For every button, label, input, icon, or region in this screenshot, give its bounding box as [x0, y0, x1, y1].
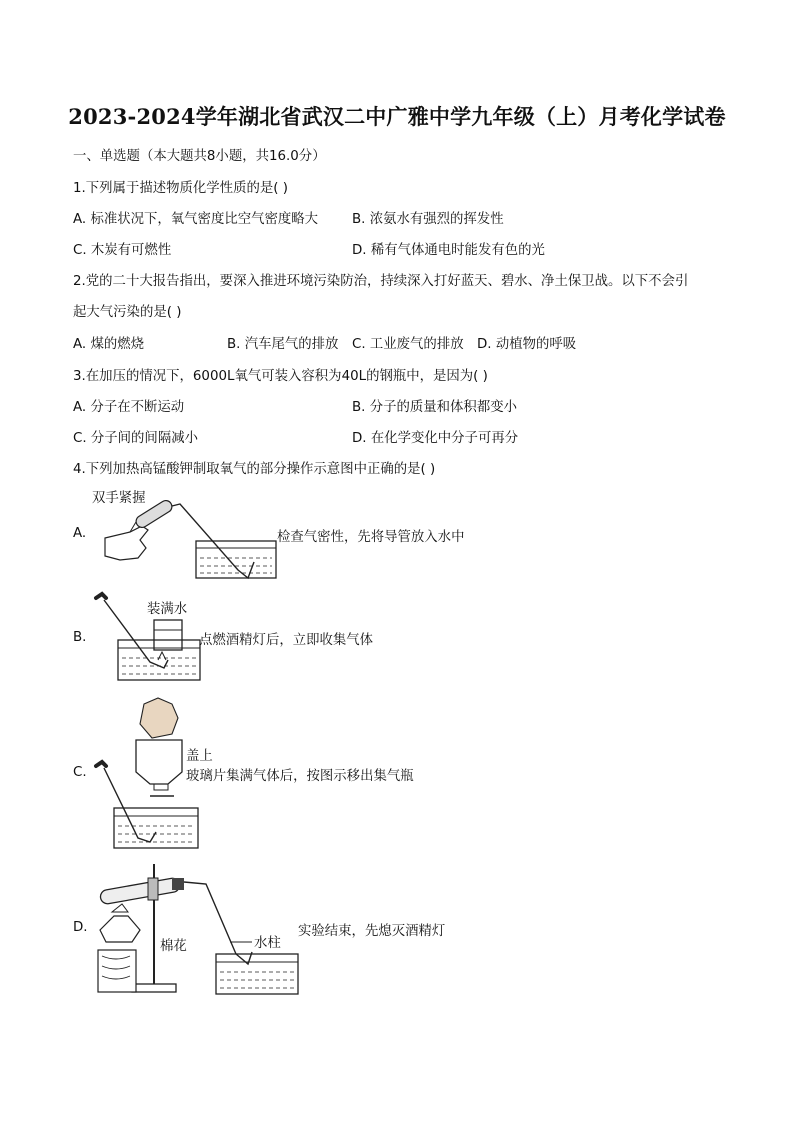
q4-option-a-letter[interactable]: A.: [73, 526, 87, 541]
q4-d-label-water-column: 水柱: [254, 936, 281, 951]
q3-option-c[interactable]: C. 分子间的间隔减小: [73, 431, 198, 446]
question-1-stem: 1.下列属于描述物质化学性质的是( ): [73, 181, 288, 196]
q4-option-b-letter[interactable]: B.: [73, 630, 87, 645]
question-3-stem: 3.在加压的情况下，6000L氧气可装入容积为40L的钢瓶中，是因为( ): [73, 369, 488, 384]
q1-option-c[interactable]: C. 木炭有可燃性: [73, 243, 172, 258]
question-2-stem-line1: 2.党的二十大报告指出，要深入推进环境污染防治，持续深入打好蓝天、碧水、净土保卫战。以下不会引: [73, 274, 689, 289]
q4-a-airtight-check-figure: [100, 500, 280, 582]
q4-d-caption: 实验结束，先熄灭酒精灯: [298, 924, 446, 939]
q4-option-c-letter[interactable]: C.: [73, 765, 87, 780]
q4-b-water-collection-figure: [92, 590, 202, 684]
q1-option-b[interactable]: B. 浓氨水有强烈的挥发性: [352, 212, 504, 227]
q4-option-d-letter[interactable]: D.: [73, 920, 88, 935]
q4-a-caption: 检查气密性，先将导管放入水中: [277, 530, 465, 545]
q4-b-caption: 点燃酒精灯后，立即收集气体: [199, 633, 374, 648]
section-heading: 一、单选题（本大题共8小题，共16.0分）: [73, 149, 326, 164]
q3-option-b[interactable]: B. 分子的质量和体积都变小: [352, 400, 517, 415]
q2-option-b[interactable]: B. 汽车尾气的排放: [227, 337, 339, 352]
q4-c-label-cover: 盖上: [186, 749, 213, 764]
q2-option-d[interactable]: D. 动植物的呼吸: [477, 337, 577, 352]
q4-b-label-full-water: 装满水: [147, 602, 188, 617]
q2-option-c[interactable]: C. 工业废气的排放: [352, 337, 464, 352]
q3-option-d[interactable]: D. 在化学变化中分子可再分: [352, 431, 519, 446]
q4-d-heating-apparatus-figure: [92, 860, 302, 1000]
question-4-stem: 4.下列加热高锰酸钾制取氧气的部分操作示意图中正确的是( ): [73, 462, 436, 477]
q4-a-label-hands: 双手紧握: [92, 491, 146, 506]
page-title: 2023-2024学年湖北省武汉二中广雅中学九年级（上）月考化学试卷: [68, 104, 726, 129]
q3-option-a[interactable]: A. 分子在不断运动: [73, 400, 185, 415]
q4-d-label-cotton: 棉花: [160, 939, 187, 954]
q1-option-d[interactable]: D. 稀有气体通电时能发有色的光: [352, 243, 545, 258]
q1-option-a[interactable]: A. 标准状况下，氧气密度比空气密度略大: [73, 212, 319, 227]
q2-option-a[interactable]: A. 煤的燃烧: [73, 337, 144, 352]
question-2-stem-line2: 起大气污染的是( ): [73, 305, 182, 320]
q4-c-caption: 玻璃片集满气体后，按图示移出集气瓶: [186, 769, 414, 784]
